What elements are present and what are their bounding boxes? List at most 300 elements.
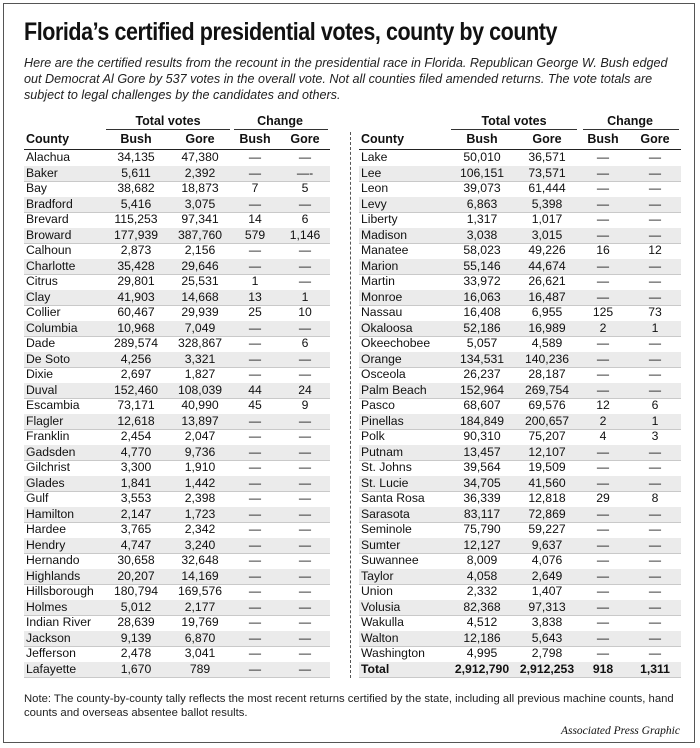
bush-votes: 6,863 bbox=[466, 196, 498, 211]
gore-votes: 7,049 bbox=[184, 320, 216, 335]
bush-column-header: Bush bbox=[466, 132, 498, 146]
table-row bbox=[359, 383, 681, 400]
bush-votes: 5,012 bbox=[120, 599, 152, 614]
gore-votes: 1,827 bbox=[184, 367, 216, 381]
bush-change: — bbox=[248, 243, 262, 257]
bush-change: — bbox=[596, 351, 610, 366]
gore-votes: 14,668 bbox=[181, 289, 219, 304]
bush-votes: 4,747 bbox=[120, 537, 152, 552]
county-name: Orange bbox=[361, 351, 402, 366]
gore-change: — bbox=[648, 444, 662, 459]
table-row bbox=[24, 553, 330, 570]
gore-change: — bbox=[298, 196, 312, 211]
bush-change: — bbox=[596, 615, 610, 629]
county-name: Gilchrist bbox=[26, 460, 71, 474]
gore-change: 8 bbox=[651, 491, 659, 505]
table-row bbox=[24, 584, 330, 601]
table-row bbox=[24, 352, 330, 369]
table-row bbox=[24, 445, 330, 462]
county-name: Sarasota bbox=[361, 506, 410, 521]
gore-change: — bbox=[298, 413, 312, 428]
gore-votes: 73,571 bbox=[528, 165, 566, 180]
bush-change: — bbox=[248, 506, 262, 521]
gore-votes: 16,989 bbox=[528, 320, 566, 335]
bush-votes: 16,063 bbox=[463, 289, 501, 304]
gore-votes: 6,955 bbox=[531, 305, 563, 319]
bush-votes: 4,995 bbox=[466, 646, 498, 660]
gore-change: 1,146 bbox=[289, 227, 321, 242]
gore-change: — bbox=[648, 165, 662, 180]
bush-votes: 177,939 bbox=[113, 227, 159, 242]
county-name: Bradford bbox=[26, 196, 73, 211]
table-row bbox=[24, 662, 330, 679]
county-name: Baker bbox=[26, 165, 58, 180]
county-name: Franklin bbox=[26, 429, 70, 443]
county-name: Lee bbox=[361, 165, 382, 180]
bush-votes: 90,310 bbox=[463, 429, 501, 443]
table-row bbox=[24, 228, 330, 245]
bush-change: 2 bbox=[599, 320, 607, 335]
gore-change: — bbox=[298, 599, 312, 614]
county-name: Pasco bbox=[361, 398, 395, 412]
table-row bbox=[359, 321, 681, 338]
bush-votes: 2,912,790 bbox=[454, 661, 510, 676]
gore-votes: 14,169 bbox=[181, 568, 219, 583]
bush-change: — bbox=[248, 258, 262, 273]
gore-change: — bbox=[648, 630, 662, 645]
gore-change: — bbox=[648, 522, 662, 536]
bush-votes: 1,670 bbox=[120, 661, 152, 676]
gore-change: — bbox=[298, 320, 312, 335]
gore-change: 24 bbox=[298, 382, 312, 397]
gore-votes: 3,041 bbox=[184, 646, 216, 660]
gore-change: — bbox=[648, 568, 662, 583]
gore-change: — bbox=[298, 351, 312, 366]
gore-change: — bbox=[648, 475, 662, 490]
bush-change: — bbox=[596, 336, 610, 350]
gore-votes: 1,723 bbox=[184, 506, 216, 521]
table-row bbox=[24, 507, 330, 524]
county-name: Columbia bbox=[26, 320, 78, 335]
bush-change: — bbox=[596, 165, 610, 180]
bush-change: 125 bbox=[592, 305, 614, 319]
bush-change: — bbox=[596, 181, 610, 195]
bush-votes: 35,428 bbox=[117, 258, 155, 273]
bush-change: 4 bbox=[599, 429, 607, 443]
table-row bbox=[359, 476, 681, 493]
gore-change: — bbox=[298, 367, 312, 381]
table-row bbox=[359, 631, 681, 648]
table-row bbox=[24, 646, 330, 663]
bush-change: — bbox=[248, 367, 262, 381]
gore-change: — bbox=[648, 227, 662, 242]
county-name: Clay bbox=[26, 289, 51, 304]
county-name: Pinellas bbox=[361, 413, 404, 428]
gore-change: — bbox=[298, 444, 312, 459]
bush-change: — bbox=[248, 568, 262, 583]
gore-votes: 9,736 bbox=[184, 444, 216, 459]
gore-change: 73 bbox=[648, 305, 662, 319]
county-name: Martin bbox=[361, 274, 395, 288]
gore-change: — bbox=[298, 274, 312, 288]
county-name: Collier bbox=[26, 305, 61, 319]
table-row bbox=[359, 212, 681, 229]
gore-votes: 328,867 bbox=[177, 336, 223, 350]
county-name: Taylor bbox=[361, 568, 394, 583]
bush-votes: 68,607 bbox=[463, 398, 501, 412]
bush-change: 16 bbox=[596, 243, 610, 257]
gore-votes: 1,017 bbox=[531, 212, 563, 226]
bush-votes: 2,873 bbox=[120, 243, 152, 257]
table-row bbox=[359, 197, 681, 214]
gore-change: — bbox=[648, 599, 662, 614]
table-row bbox=[24, 367, 330, 384]
table-row bbox=[24, 290, 330, 307]
gore-change: — bbox=[298, 568, 312, 583]
table-row bbox=[24, 150, 330, 167]
county-name: Marion bbox=[361, 258, 399, 273]
bush-votes: 289,574 bbox=[113, 336, 159, 350]
change-gore-column-header: Gore bbox=[290, 132, 320, 146]
gore-votes: 13,897 bbox=[181, 413, 219, 428]
gore-votes: 2,177 bbox=[184, 599, 216, 614]
county-name: Brevard bbox=[26, 212, 69, 226]
county-name: Gadsden bbox=[26, 444, 76, 459]
gore-votes: 2,047 bbox=[184, 429, 216, 443]
table-row bbox=[24, 631, 330, 648]
gore-votes: 75,207 bbox=[528, 429, 566, 443]
table-row bbox=[359, 507, 681, 524]
gore-change: — bbox=[648, 274, 662, 288]
gore-change: — bbox=[648, 196, 662, 211]
gore-votes: 69,576 bbox=[528, 398, 566, 412]
bush-change: — bbox=[596, 289, 610, 304]
county-name: De Soto bbox=[26, 351, 71, 366]
bush-change: — bbox=[596, 522, 610, 536]
gore-change: — bbox=[648, 584, 662, 598]
county-name: Madison bbox=[361, 227, 408, 242]
gore-change: — bbox=[648, 150, 662, 164]
page-title: Florida’s certified presidential votes, county by county bbox=[24, 18, 558, 46]
county-name: Volusia bbox=[361, 599, 401, 614]
bush-change: — bbox=[596, 150, 610, 164]
gore-change: 6 bbox=[301, 336, 309, 350]
county-name: St. Johns bbox=[361, 460, 412, 474]
bush-change: 29 bbox=[596, 491, 610, 505]
gore-votes: 3,321 bbox=[184, 351, 216, 366]
change-gore-column-header: Gore bbox=[640, 132, 670, 146]
bush-votes: 8,009 bbox=[466, 553, 498, 567]
gore-votes: 2,392 bbox=[184, 165, 216, 180]
county-name: Flagler bbox=[26, 413, 64, 428]
table-row bbox=[24, 212, 330, 229]
gore-change: 6 bbox=[651, 398, 659, 412]
table-row bbox=[359, 228, 681, 245]
county-name: Lafayette bbox=[26, 661, 77, 676]
gore-votes: 1,442 bbox=[184, 475, 216, 490]
gore-change: — bbox=[298, 506, 312, 521]
gore-votes: 12,107 bbox=[528, 444, 566, 459]
county-name: Dade bbox=[26, 336, 56, 350]
bush-change: — bbox=[248, 150, 262, 164]
table-row bbox=[24, 305, 330, 322]
gore-change: — bbox=[648, 615, 662, 629]
gore-change: — bbox=[648, 367, 662, 381]
gore-change: — bbox=[648, 646, 662, 660]
county-name: Polk bbox=[361, 429, 385, 443]
gore-votes: 16,487 bbox=[528, 289, 566, 304]
bush-votes: 36,339 bbox=[463, 491, 501, 505]
gore-change: — bbox=[298, 475, 312, 490]
table-row bbox=[359, 445, 681, 462]
bush-votes: 26,237 bbox=[463, 367, 501, 381]
bush-votes: 34,135 bbox=[117, 150, 155, 164]
gore-votes: 200,657 bbox=[524, 413, 570, 428]
gore-votes: 25,531 bbox=[181, 274, 219, 288]
bush-change: — bbox=[596, 630, 610, 645]
bush-votes: 3,038 bbox=[466, 227, 498, 242]
table-row bbox=[359, 522, 681, 539]
gore-change: — bbox=[298, 460, 312, 474]
bush-change: — bbox=[248, 584, 262, 598]
gore-change: — bbox=[298, 491, 312, 505]
gore-votes: 5,398 bbox=[531, 196, 563, 211]
bush-votes: 9,139 bbox=[120, 630, 152, 645]
bush-change: — bbox=[248, 553, 262, 567]
bush-votes: 58,023 bbox=[463, 243, 501, 257]
table-row bbox=[24, 166, 330, 183]
table-row bbox=[359, 181, 681, 198]
gore-votes: 44,674 bbox=[528, 258, 566, 273]
table-row bbox=[359, 259, 681, 276]
bush-change: 7 bbox=[251, 181, 259, 195]
gore-votes: 2,649 bbox=[531, 568, 563, 583]
bush-votes: 34,705 bbox=[463, 475, 501, 490]
table-row bbox=[24, 460, 330, 477]
bush-change: — bbox=[248, 615, 262, 629]
bush-change: 579 bbox=[244, 227, 266, 242]
table-row bbox=[24, 429, 330, 446]
county-name: Hernando bbox=[26, 553, 80, 567]
county-name: Holmes bbox=[26, 599, 68, 614]
bush-change: — bbox=[248, 413, 262, 428]
gore-change: — bbox=[648, 336, 662, 350]
gore-votes: 19,769 bbox=[181, 615, 219, 629]
gore-votes: 1,407 bbox=[531, 584, 563, 598]
gore-change: 1 bbox=[301, 289, 309, 304]
county-name: Liberty bbox=[361, 212, 398, 226]
gore-change: — bbox=[298, 522, 312, 536]
bush-change: — bbox=[248, 599, 262, 614]
county-column-header: County bbox=[361, 132, 405, 146]
table-row bbox=[24, 383, 330, 400]
gore-votes: 29,646 bbox=[181, 258, 219, 273]
bush-change: — bbox=[248, 351, 262, 366]
bush-change: — bbox=[596, 568, 610, 583]
gore-votes: 269,754 bbox=[524, 382, 570, 397]
county-name: Jackson bbox=[26, 630, 71, 645]
gore-votes: 2,798 bbox=[531, 646, 563, 660]
gore-change: — bbox=[298, 553, 312, 567]
county-name: Hardee bbox=[26, 522, 66, 536]
county-name: Monroe bbox=[361, 289, 403, 304]
bush-votes: 39,564 bbox=[463, 460, 501, 474]
county-name: Osceola bbox=[361, 367, 406, 381]
bush-votes: 83,117 bbox=[463, 506, 501, 521]
gore-votes: 49,226 bbox=[528, 243, 566, 257]
gore-change: — bbox=[648, 382, 662, 397]
county-name: Hillsborough bbox=[26, 584, 94, 598]
county-name: Jefferson bbox=[26, 646, 76, 660]
bush-column-header: Bush bbox=[120, 132, 152, 146]
county-name: Suwannee bbox=[361, 553, 419, 567]
county-name: Levy bbox=[361, 196, 387, 211]
county-name: Hendry bbox=[26, 537, 66, 552]
total-votes-header: Total votes bbox=[135, 114, 201, 128]
table-row bbox=[359, 336, 681, 353]
graphic-frame bbox=[3, 3, 695, 743]
gore-change: 1 bbox=[651, 413, 659, 428]
bush-change: 25 bbox=[248, 305, 262, 319]
bush-votes: 184,849 bbox=[459, 413, 505, 428]
bush-votes: 2,454 bbox=[120, 429, 152, 443]
gore-change: —- bbox=[296, 165, 314, 180]
bush-votes: 2,147 bbox=[120, 506, 152, 521]
table-row bbox=[359, 290, 681, 307]
gore-votes: 97,341 bbox=[181, 212, 219, 226]
bush-votes: 4,770 bbox=[120, 444, 152, 459]
bush-change: — bbox=[596, 646, 610, 660]
gore-votes: 18,873 bbox=[181, 181, 219, 195]
gore-votes: 41,560 bbox=[528, 475, 566, 490]
county-name: Sumter bbox=[361, 537, 401, 552]
bush-votes: 16,408 bbox=[463, 305, 501, 319]
county-name: Escambia bbox=[26, 398, 80, 412]
county-name: Union bbox=[361, 584, 393, 598]
table-row bbox=[359, 352, 681, 369]
bush-change: — bbox=[248, 429, 262, 443]
bush-change: — bbox=[596, 258, 610, 273]
table-row bbox=[24, 414, 330, 431]
footnote: Note: The county-by-county tally reflects the most recent returns certified by the state, including all previous machine counts, hand counts and overseas absentee ballot results. bbox=[24, 693, 674, 719]
gore-change: 6 bbox=[301, 212, 309, 226]
table-row bbox=[359, 150, 681, 167]
gore-change: — bbox=[298, 429, 312, 443]
county-name: Leon bbox=[361, 181, 389, 195]
county-name: Citrus bbox=[26, 274, 58, 288]
gore-votes: 9,637 bbox=[531, 537, 563, 552]
gore-change: 5 bbox=[301, 181, 309, 195]
gore-change: 1 bbox=[651, 320, 659, 335]
bush-votes: 115,253 bbox=[114, 212, 158, 226]
bush-votes: 29,801 bbox=[117, 274, 155, 288]
county-name: Total bbox=[361, 661, 390, 676]
county-name: Okaloosa bbox=[361, 320, 413, 335]
table-row bbox=[24, 569, 330, 586]
county-name: Washington bbox=[361, 646, 425, 660]
gore-votes: 29,939 bbox=[181, 305, 219, 319]
gore-votes: 32,648 bbox=[181, 553, 219, 567]
table-row bbox=[359, 646, 681, 663]
gore-change: — bbox=[298, 584, 312, 598]
county-name: Walton bbox=[361, 630, 399, 645]
table-row bbox=[359, 414, 681, 431]
gore-votes: 108,039 bbox=[177, 382, 223, 397]
bush-change: 12 bbox=[596, 398, 610, 412]
county-name: Palm Beach bbox=[361, 382, 427, 397]
table-row bbox=[359, 305, 681, 322]
county-name: Hamilton bbox=[26, 506, 75, 521]
county-name: Bay bbox=[26, 181, 48, 195]
county-name: Indian River bbox=[26, 615, 92, 629]
total-row bbox=[359, 662, 681, 679]
table-row bbox=[359, 569, 681, 586]
bush-change: 13 bbox=[248, 289, 262, 304]
bush-change: — bbox=[596, 599, 610, 614]
bush-votes: 75,790 bbox=[463, 522, 501, 536]
source-credit: Associated Press Graphic bbox=[560, 725, 680, 737]
bush-votes: 106,151 bbox=[459, 165, 505, 180]
bush-change: 14 bbox=[248, 212, 262, 226]
bush-change: — bbox=[248, 661, 262, 676]
gore-votes: 140,236 bbox=[524, 351, 570, 366]
bush-change: — bbox=[596, 537, 610, 552]
table-row bbox=[359, 491, 681, 508]
bush-change: — bbox=[596, 444, 610, 459]
table-row bbox=[24, 522, 330, 539]
gore-votes: 2,156 bbox=[184, 243, 216, 257]
bush-change: — bbox=[248, 630, 262, 645]
gore-votes: 28,187 bbox=[528, 367, 566, 381]
gore-change: — bbox=[298, 646, 312, 660]
bush-votes: 55,146 bbox=[463, 258, 501, 273]
county-name: Glades bbox=[26, 475, 65, 490]
gore-votes: 5,643 bbox=[531, 630, 563, 645]
change-bush-column-header: Bush bbox=[587, 132, 619, 146]
gore-votes: 6,870 bbox=[184, 630, 216, 645]
county-name: Duval bbox=[26, 382, 58, 397]
bush-votes: 5,611 bbox=[121, 165, 151, 180]
table-row bbox=[359, 600, 681, 617]
bush-votes: 82,368 bbox=[463, 599, 501, 614]
bush-votes: 2,478 bbox=[120, 646, 152, 660]
table-row bbox=[24, 336, 330, 353]
bush-change: — bbox=[596, 553, 610, 567]
county-name: Alachua bbox=[26, 150, 71, 164]
gore-change: — bbox=[648, 212, 662, 226]
gore-change: — bbox=[648, 553, 662, 567]
table-row bbox=[24, 181, 330, 198]
gore-change: — bbox=[648, 460, 662, 474]
gore-votes: 97,313 bbox=[528, 599, 566, 614]
county-name: Lake bbox=[361, 150, 388, 164]
table-row bbox=[24, 321, 330, 338]
gore-change: — bbox=[648, 506, 662, 521]
county-name: Putnam bbox=[361, 444, 404, 459]
gore-votes: 12,818 bbox=[528, 491, 566, 505]
bush-votes: 60,467 bbox=[117, 305, 155, 319]
change-header: Change bbox=[607, 114, 653, 128]
gore-votes: 789 bbox=[189, 661, 211, 676]
bush-votes: 12,186 bbox=[463, 630, 501, 645]
gore-votes: 169,576 bbox=[177, 584, 223, 598]
bush-votes: 13,457 bbox=[463, 444, 501, 459]
bush-votes: 5,416 bbox=[120, 196, 152, 211]
bush-change: — bbox=[248, 646, 262, 660]
bush-votes: 10,968 bbox=[117, 320, 155, 335]
bush-change: — bbox=[596, 584, 610, 598]
gore-votes: 3,015 bbox=[531, 227, 563, 242]
